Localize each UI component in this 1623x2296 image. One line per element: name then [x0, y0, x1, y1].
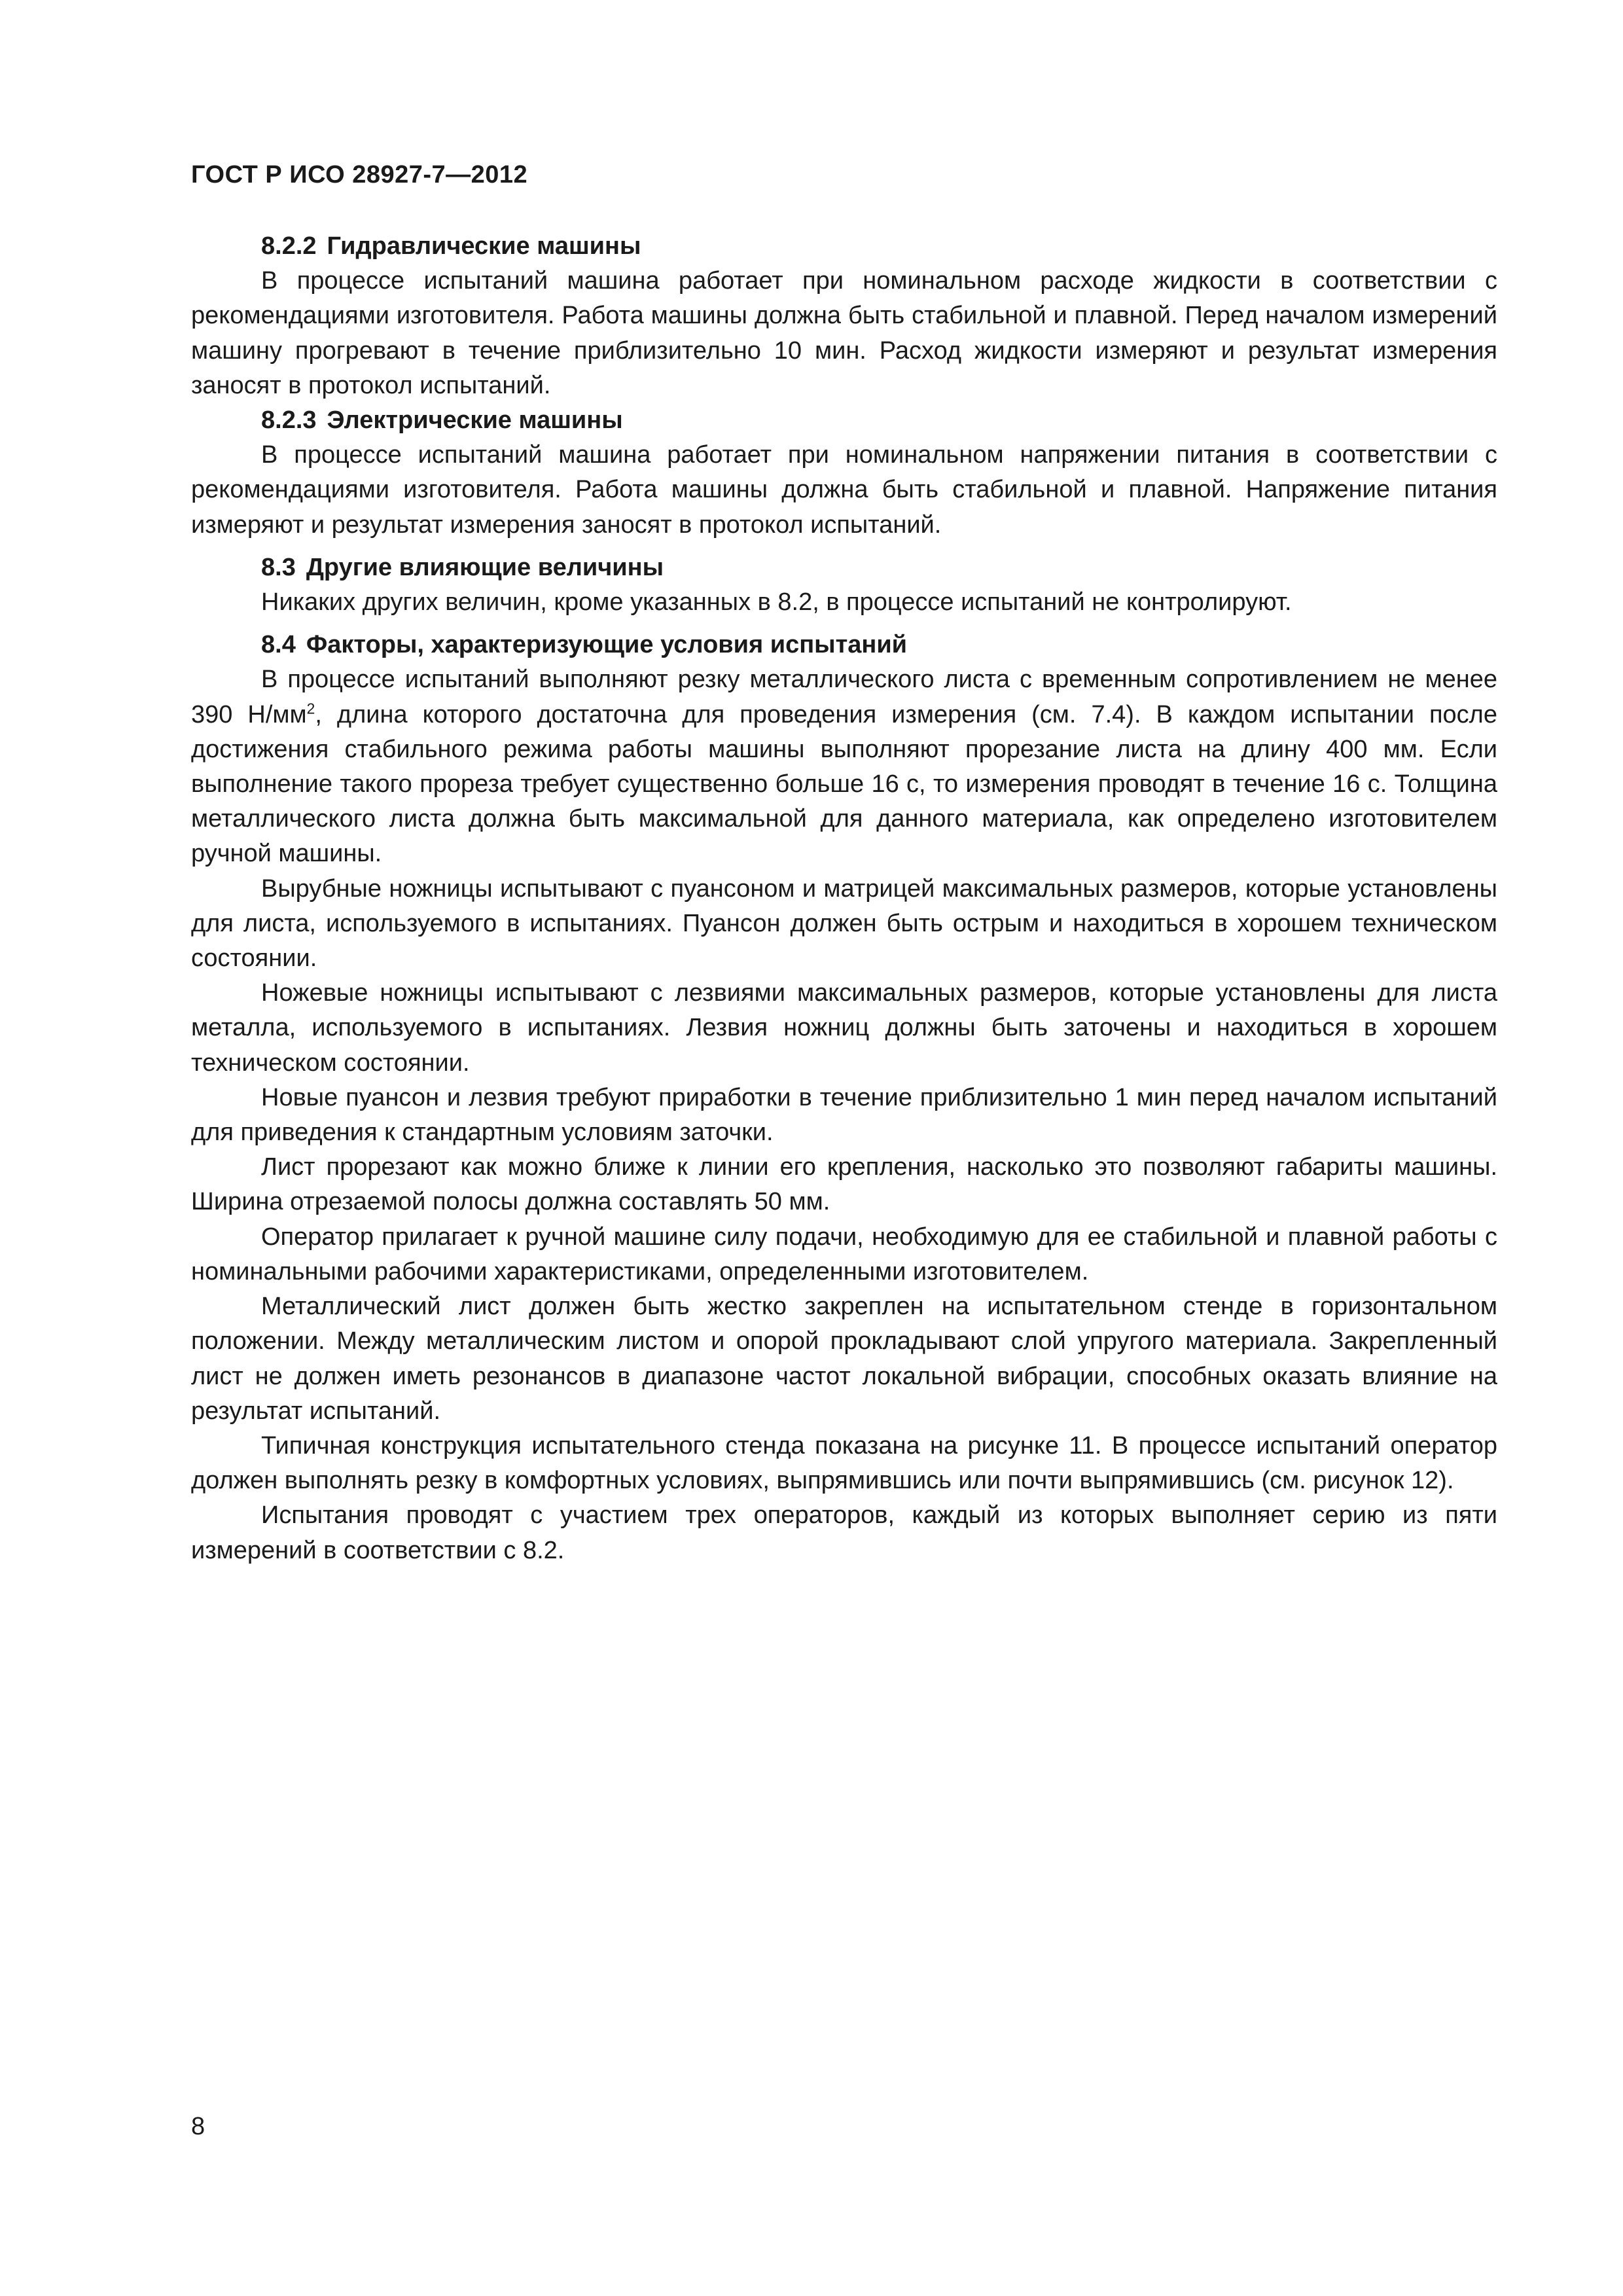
text-run: В процессе испытаний выполняют резку металлического листа с временным сопротивлением не менее 390 Н/мм: [191, 666, 1497, 728]
section-title: Электрические машины: [327, 406, 623, 435]
paragraph: [191, 662, 1497, 871]
document-body: [191, 229, 1497, 1568]
page-number: 8: [191, 2113, 205, 2140]
paragraph: Новые пуансон и лезвия требуют приработки в течение приблизительно 1 мин перед началом испытаний для приведения к стандартным условиям заточки.: [191, 1083, 1497, 1147]
section-heading-8-2-3: [191, 403, 1497, 438]
section-title: Гидравлические машины: [327, 232, 641, 260]
document-code-header: ГОСТ Р ИСО 28927-7—2012: [191, 161, 528, 188]
paragraph: Испытания проводят с участием трех операторов, каждый из которых выполняет серию из пяти измерений в соответствии с 8.2.: [191, 1501, 1497, 1564]
section-number: 8.3: [261, 553, 296, 581]
section-number: 8.2.3: [261, 406, 317, 435]
section-title: Другие влияющие величины: [306, 553, 664, 581]
paragraph: Никаких других величин, кроме указанных в 8.2, в процессе испытаний не контролируют.: [261, 588, 1292, 617]
section-heading-8-3: [191, 550, 1497, 585]
section-heading-8-2-2: [191, 229, 1497, 264]
section-heading-8-4: [191, 628, 1497, 662]
text-run: , длина которого достаточна для проведения измерения (см. 7.4). В каждом испытании после достижения стабильного режима работы машины выполняют прорезание листа на длину 400 мм. Если выполнение такого прореза требует существенно больше 16 с, то измерения проводят в течение 16 с. Толщина металлического листа должна быть максимальной для данного материала, как определено изготовителем ручной машины.: [191, 700, 1497, 868]
superscript: 2: [306, 699, 315, 717]
paragraph: Оператор прилагает к ручной машине силу подачи, необходимую для ее стабильной и плавной работы с номинальными рабочими характеристиками, определенными изготовителем.: [191, 1223, 1497, 1285]
paragraph: Вырубные ножницы испытывают с пуансоном и матрицей максимальных размеров, которые установлены для листа, используемого в испытаниях. Пуансон должен быть острым и находиться в хорошем техническом состоянии.: [191, 874, 1497, 973]
section-number: 8.2.2: [261, 232, 317, 260]
paragraph: Типичная конструкция испытательного стенда показана на рисунке 11. В процессе испытаний оператор должен выполнять резку в комфортных условиях, выпрямившись или почти выпрямившись (см. рисунок 12).: [191, 1431, 1497, 1495]
paragraph: В процессе испытаний машина работает при номинальном расходе жидкости в соответствии с рекомендациями изготовителя. Работа машины должна быть стабильной и плавной. Перед началом измерений машину прогревают в течение приблизительно 10 мин. Расход жидкости измеряют и результат измерения заносят в протокол испытаний.: [191, 267, 1497, 399]
section-number: 8.4: [261, 631, 296, 659]
paragraph: Металлический лист должен быть жестко закреплен на испытательном стенде в горизонтальном положении. Между металлическим листом и опорой прокладывают слой упругого материала. Закрепленный лист не должен иметь резонансов в диапазоне частот локальной вибрации, способных оказать влияние на результат испытаний.: [191, 1293, 1497, 1425]
paragraph: Ножевые ножницы испытывают с лезвиями максимальных размеров, которые установлены для листа металла, используемого в испытаниях. Лезвия ножниц должны быть заточены и находиться в хорошем техническом состоянии.: [191, 979, 1497, 1077]
paragraph: В процессе испытаний машина работает при номинальном напряжении питания в соответствии с рекомендациями изготовителя. Работа машины должна быть стабильной и плавной. Напряжение питания измеряют и результат измерения заносят в протокол испытаний.: [191, 441, 1497, 539]
section-title: Факторы, характеризующие условия испытаний: [306, 631, 908, 659]
paragraph: Лист прорезают как можно ближе к линии его крепления, насколько это позволяют габариты машины. Ширина отрезаемой полосы должна составлять 50 мм.: [191, 1153, 1497, 1216]
